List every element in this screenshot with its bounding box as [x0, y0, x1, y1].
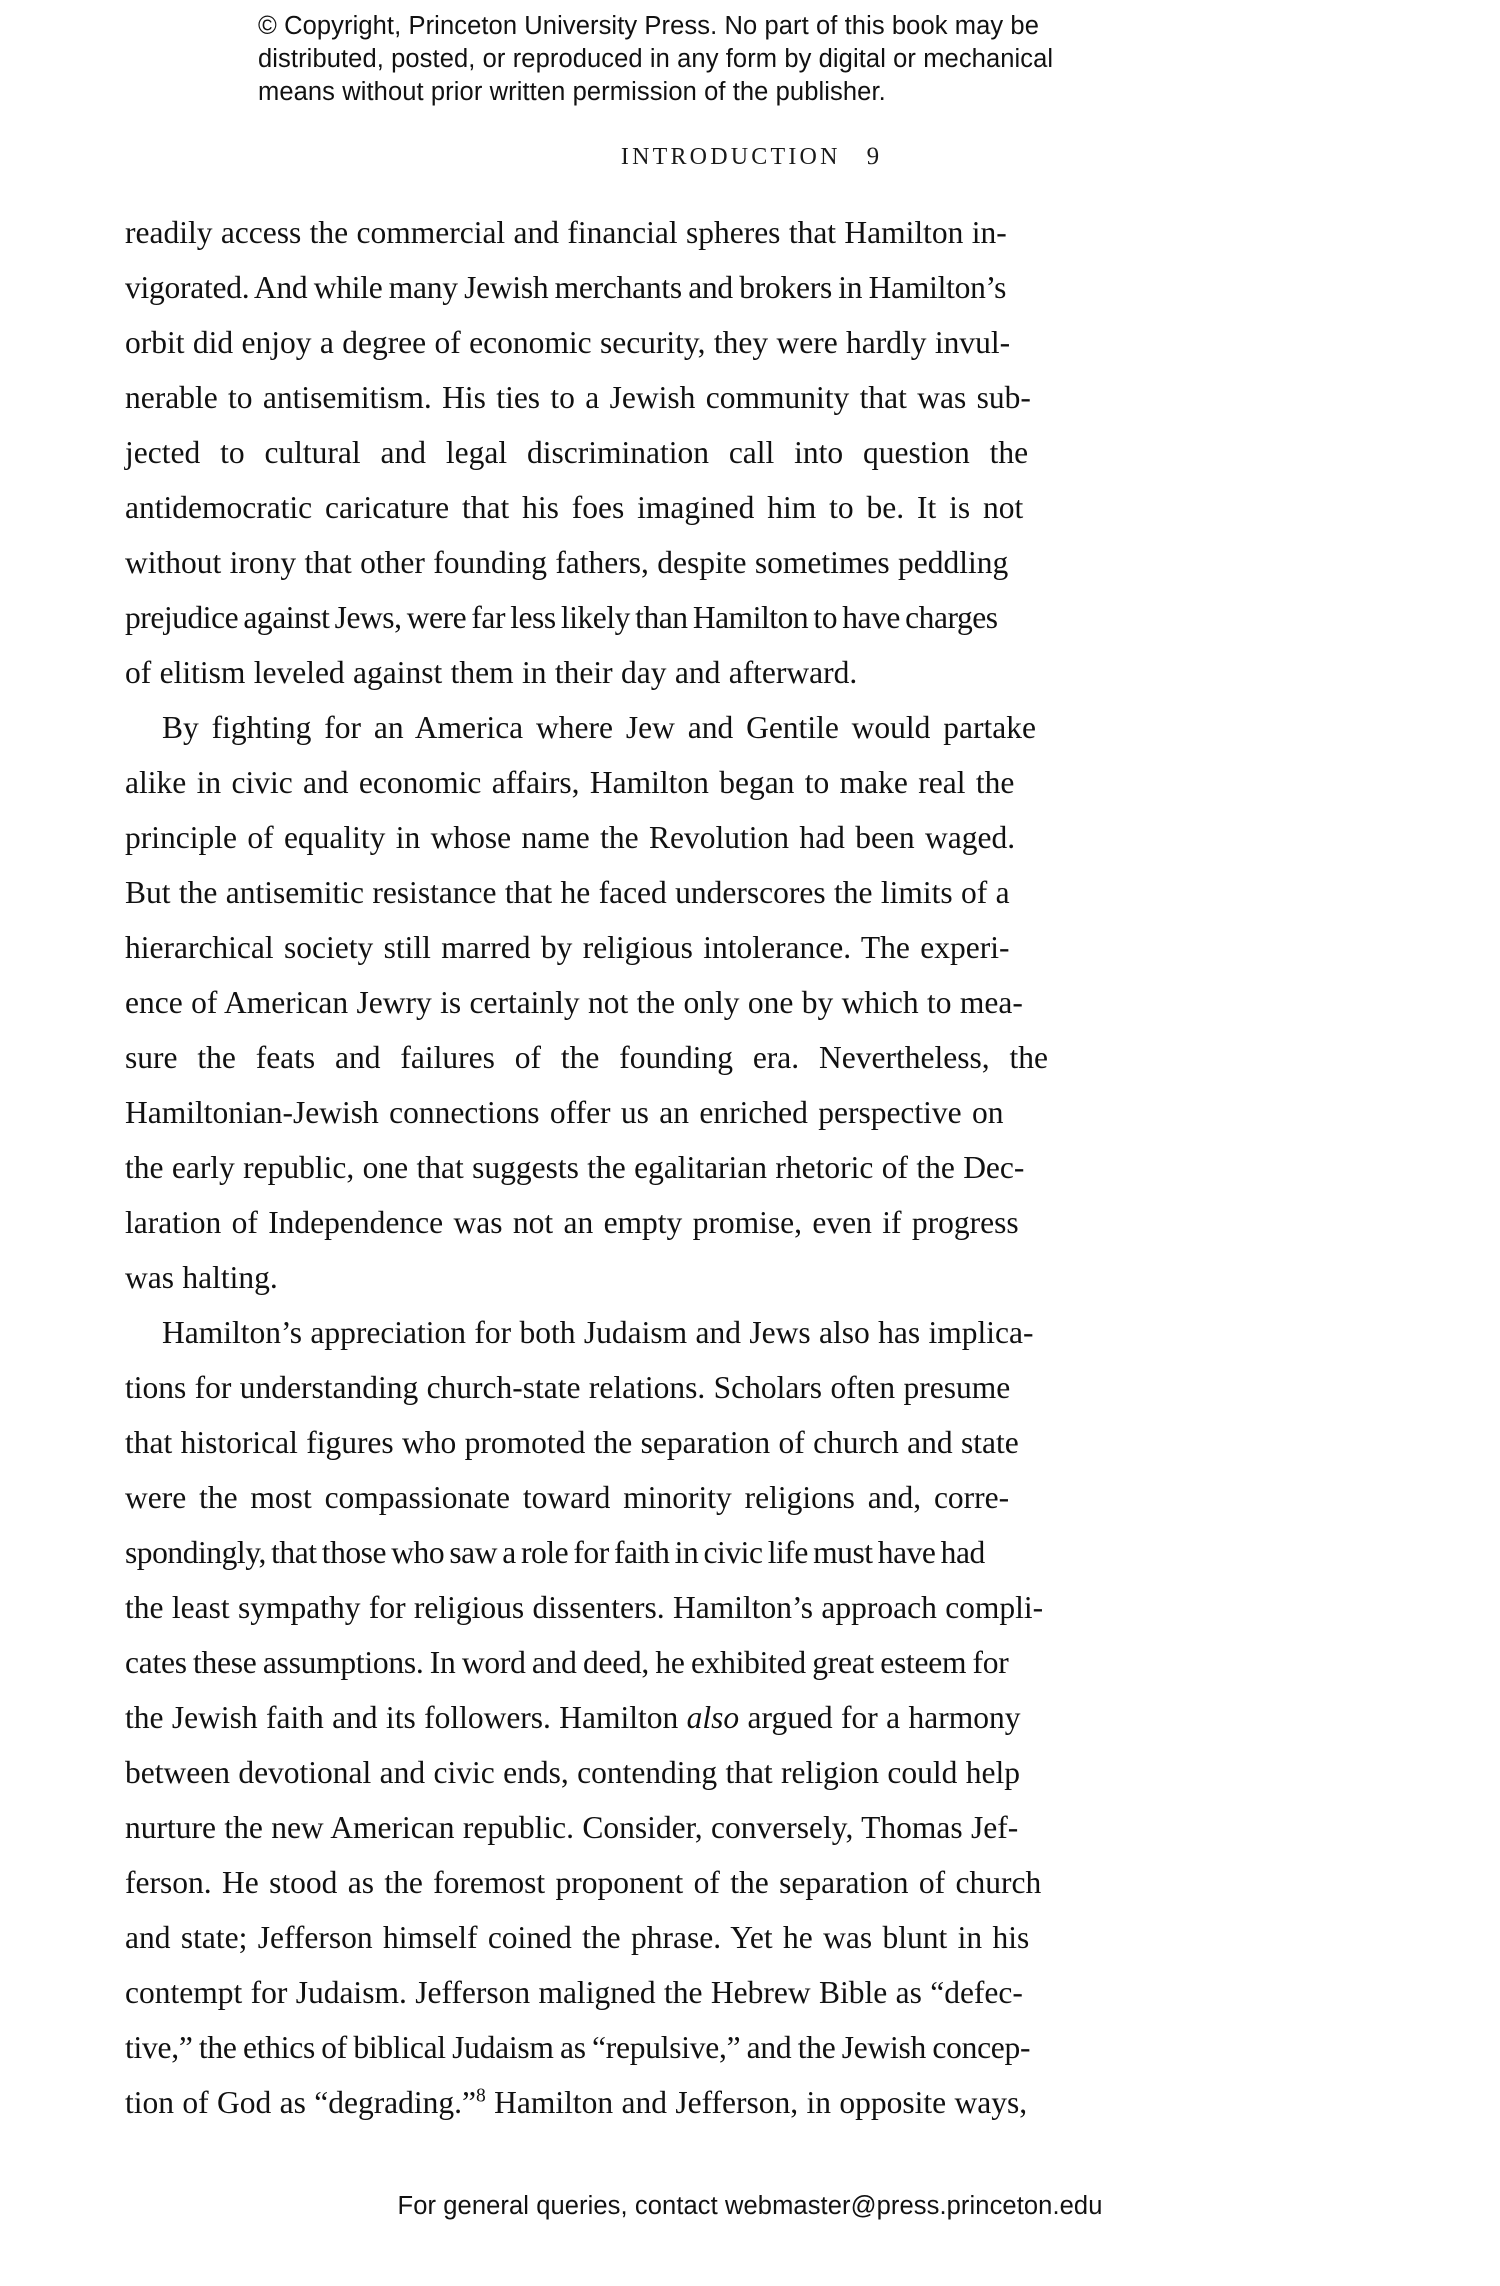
text-line: tions for understanding church-state relations. Scholars often presume: [125, 1370, 1011, 1405]
copyright-notice: [258, 10, 1258, 109]
text-line: that historical figures who promoted the separation of church and state: [125, 1425, 1019, 1460]
text-line: nurture the new American republic. Consider, conversely, Thomas Jef-: [125, 1810, 1019, 1845]
text-line: hierarchical society still marred by religious intolerance. The experi-: [125, 930, 1010, 965]
body-text: [125, 205, 1305, 2130]
text-line: readily access the commercial and financial spheres that Hamilton in-: [125, 215, 1007, 250]
text-line: laration of Independence was not an empty promise, even if progress: [125, 1205, 1019, 1240]
text-line: between devotional and civic ends, contending that religion could help: [125, 1755, 1020, 1790]
paragraph-2: [125, 700, 1305, 1305]
paragraph-3: [125, 1305, 1305, 2130]
text-line: ferson. He stood as the foremost proponent of the separation of church: [125, 1865, 1042, 1900]
text-line: orbit did enjoy a degree of economic security, they were hardly invul-: [125, 325, 1011, 360]
text-line: the least sympathy for religious dissenters. Hamilton’s approach compli-: [125, 1590, 1044, 1625]
text-line: jected to cultural and legal discrimination call into question the: [125, 435, 1029, 470]
text-line: spondingly, that those who saw a role for faith in civic life must have had: [125, 1535, 985, 1570]
paragraph-1: [125, 205, 1305, 700]
italic-emphasis-also: also: [686, 1700, 740, 1735]
text-line-with-footnote: [125, 2075, 1305, 2130]
text-line: principle of equality in whose name the Revolution had been waged.: [125, 820, 1016, 855]
line-text-after-footnote: Hamilton and Jefferson, in opposite ways,: [485, 2085, 1028, 2120]
text-line: were the most compassionate toward minority religions and, corre-: [125, 1480, 1010, 1515]
page-number: 9: [866, 143, 880, 170]
line-text-before-italic: the Jewish faith and its followers. Hamilton: [125, 1700, 687, 1735]
footer-query-note: For general queries, contact webmaster@press.princeton.edu: [397, 2192, 1103, 2220]
text-line: Hamiltonian-Jewish connections offer us an enriched perspective on: [125, 1095, 1004, 1130]
line-text-before-footnote: tion of God as “degrading.”: [125, 2085, 477, 2120]
running-head: [0, 143, 1500, 171]
text-line: Hamilton’s appreciation for both Judaism and Jews also has implica-: [162, 1315, 1034, 1350]
text-line: tive,” the ethics of biblical Judaism as “repulsive,” and the Jewish concep-: [125, 2030, 1031, 2065]
text-line: vigorated. And while many Jewish merchants and brokers in Hamilton’s: [125, 270, 1007, 305]
text-line: and state; Jefferson himself coined the phrase. Yet he was blunt in his: [125, 1920, 1030, 1955]
copyright-line-1: © Copyright, Princeton University Press. No part of this book may be: [258, 12, 1039, 40]
text-line: cates these assumptions. In word and deed, he exhibited great esteem for: [125, 1645, 1009, 1680]
text-line-with-italic: [125, 1690, 1305, 1745]
copyright-line-3: means without prior written permission of the publisher.: [258, 78, 886, 106]
footnote-marker: 8: [476, 2085, 486, 2107]
text-line: prejudice against Jews, were far less likely than Hamilton to have charges: [125, 600, 998, 635]
text-line: By fighting for an America where Jew and Gentile would partake: [162, 710, 1036, 745]
text-line: the early republic, one that suggests the egalitarian rhetoric of the Dec-: [125, 1150, 1025, 1185]
text-line-last: of elitism leveled against them in their day and afterward.: [125, 655, 858, 690]
copyright-line-2: distributed, posted, or reproduced in any form by digital or mechanical: [258, 45, 1054, 73]
text-line: nerable to antisemitism. His ties to a Jewish community that was sub-: [125, 380, 1031, 415]
text-line: without irony that other founding fathers, despite sometimes peddling: [125, 545, 1009, 580]
running-head-title: INTRODUCTION: [620, 144, 841, 170]
text-line: contempt for Judaism. Jefferson maligned the Hebrew Bible as “defec-: [125, 1975, 1023, 2010]
text-line: antidemocratic caricature that his foes imagined him to be. It is not: [125, 490, 1024, 525]
text-line: ence of American Jewry is certainly not the only one by which to mea-: [125, 985, 1023, 1020]
text-line-last: was halting.: [125, 1260, 278, 1295]
text-line: alike in civic and economic affairs, Hamilton began to make real the: [125, 765, 1015, 800]
text-line: sure the feats and failures of the founding era. Nevertheless, the: [125, 1040, 1048, 1075]
line-text-after-italic: argued for a harmony: [739, 1700, 1021, 1735]
text-line: But the antisemitic resistance that he faced underscores the limits of a: [125, 875, 1010, 910]
